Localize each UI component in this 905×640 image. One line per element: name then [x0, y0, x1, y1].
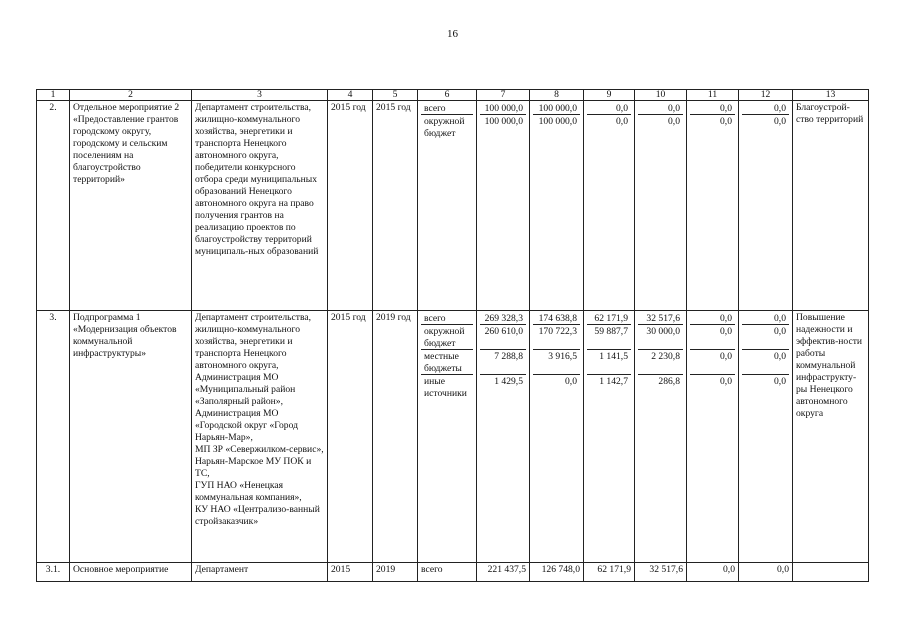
start-year: 2015	[328, 563, 373, 582]
source-label: всего	[418, 563, 477, 582]
value-cell: 0,0	[742, 325, 789, 350]
page-number: 16	[447, 28, 458, 40]
start-year: 2015 год	[328, 311, 373, 563]
result-cell: Благоустрой-ство территорий	[793, 101, 869, 311]
source-label: окружной бюджет	[421, 325, 473, 350]
value-cell: 0,0	[616, 116, 628, 127]
header-cell: 11	[687, 90, 739, 101]
value-cell: 0,0	[720, 116, 732, 127]
measure-name: Отдельное мероприятие 2 «Предоставление грантов городскому округу, городскому и сельским поселениям на благоустройство территорий»	[70, 101, 192, 311]
header-cell: 13	[793, 90, 869, 101]
header-cell: 10	[635, 90, 687, 101]
header-cell: 8	[530, 90, 584, 101]
row-number: 3.	[37, 311, 70, 563]
value-cell: 0,0	[668, 116, 680, 127]
value-cell: 62 171,9	[584, 563, 635, 582]
value-cell: 1 141,5	[587, 350, 631, 375]
value-cell: 221 437,5	[477, 563, 530, 582]
value-cell: 1 429,5	[494, 376, 523, 387]
header-row	[37, 90, 869, 101]
end-year: 2019	[373, 563, 418, 582]
value-cell: 0,0	[774, 376, 786, 387]
source-label: окружной бюджет	[424, 116, 465, 139]
value-cell: 170 722,3	[533, 325, 580, 350]
value-cell: 2 230,8	[638, 350, 683, 375]
result-cell	[793, 563, 869, 582]
value-cell: 62 171,9	[587, 312, 631, 325]
table-row	[37, 311, 869, 563]
end-year: 2015 год	[373, 101, 418, 311]
value-cell: 100 000,0	[538, 116, 577, 127]
header-cell: 5	[373, 90, 418, 101]
header-cell: 1	[37, 90, 70, 101]
value-cell: 0,0	[690, 350, 735, 375]
value-cell: 0,0	[687, 563, 739, 582]
measure-name: Подпрограмма 1 «Модернизация объектов коммунальной инфраструктуры»	[70, 311, 192, 563]
executor-cell: Департамент	[192, 563, 328, 582]
row-number: 2.	[37, 101, 70, 311]
source-label: иные источники	[424, 376, 467, 399]
end-year: 2019 год	[373, 311, 418, 563]
start-year: 2015 год	[328, 101, 373, 311]
header-cell: 2	[70, 90, 192, 101]
value-cell: 100 000,0	[480, 102, 526, 115]
measure-name: Основное мероприятие	[70, 563, 192, 582]
row-number: 3.1.	[37, 563, 70, 582]
value-cell: 59 887,7	[587, 325, 631, 350]
value-cell: 0,0	[690, 102, 735, 115]
value-cell: 0,0	[774, 116, 786, 127]
value-cell: 32 517,6	[638, 312, 683, 325]
result-cell: Повышение надежности и эффектив-ности работы коммунальной инфраструкту-ры Ненецкого автономного округа	[793, 311, 869, 563]
value-cell: 286,8	[658, 376, 680, 387]
value-cell: 7 288,8	[480, 350, 526, 375]
table-row	[37, 101, 869, 311]
value-cell: 0,0	[690, 325, 735, 350]
value-cell: 126 748,0	[530, 563, 584, 582]
header-cell: 12	[739, 90, 793, 101]
program-table	[36, 89, 869, 582]
source-label: местные бюджеты	[421, 350, 473, 375]
value-cell: 100 000,0	[484, 116, 523, 127]
value-cell: 0,0	[739, 563, 793, 582]
table-row	[37, 563, 869, 582]
header-cell: 7	[477, 90, 530, 101]
value-cell: 0,0	[720, 376, 732, 387]
value-cell: 0,0	[742, 102, 789, 115]
header-cell: 9	[584, 90, 635, 101]
executor-cell: Департамент строительства, жилищно-коммунального хозяйства, энергетики и транспорта Ненецкого автономного округа, Администрация МО «Муниципальный район «Заполярный район», Администрация МО «Городской округ «Город Нарьян-Мар», МП ЗР «Севержилком-сервис», Нарьян-Марское МУ ПОК и ТС, ГУП НАО «Ненецкая коммунальная компания», КУ НАО «Централизо-ванный стройзаказчик»	[192, 311, 328, 563]
value-cell: 3 916,5	[533, 350, 580, 375]
source-label: всего	[421, 312, 473, 325]
value-cell: 0,0	[565, 376, 577, 387]
value-cell: 0,0	[587, 102, 631, 115]
value-cell: 32 517,6	[635, 563, 687, 582]
value-cell: 1 142,7	[599, 376, 628, 387]
value-cell: 0,0	[742, 350, 789, 375]
header-cell: 3	[192, 90, 328, 101]
value-cell: 0,0	[690, 312, 735, 325]
value-cell: 269 328,3	[480, 312, 526, 325]
value-cell: 174 638,8	[533, 312, 580, 325]
value-cell: 100 000,0	[533, 102, 580, 115]
value-cell: 260 610,0	[480, 325, 526, 350]
executor-cell: Департамент строительства, жилищно-коммунального хозяйства, энергетики и транспорта Ненецкого автономного округа, победители конкурсного отбора среди муниципальных образований Ненецкого автономного округа на право получения грантов на реализацию проектов по благоустройству территорий муниципаль-ных образований	[192, 101, 328, 311]
value-cell: 0,0	[638, 102, 683, 115]
header-cell: 4	[328, 90, 373, 101]
value-cell: 30 000,0	[638, 325, 683, 350]
header-cell: 6	[418, 90, 477, 101]
source-label: всего	[421, 102, 473, 115]
value-cell: 0,0	[742, 312, 789, 325]
